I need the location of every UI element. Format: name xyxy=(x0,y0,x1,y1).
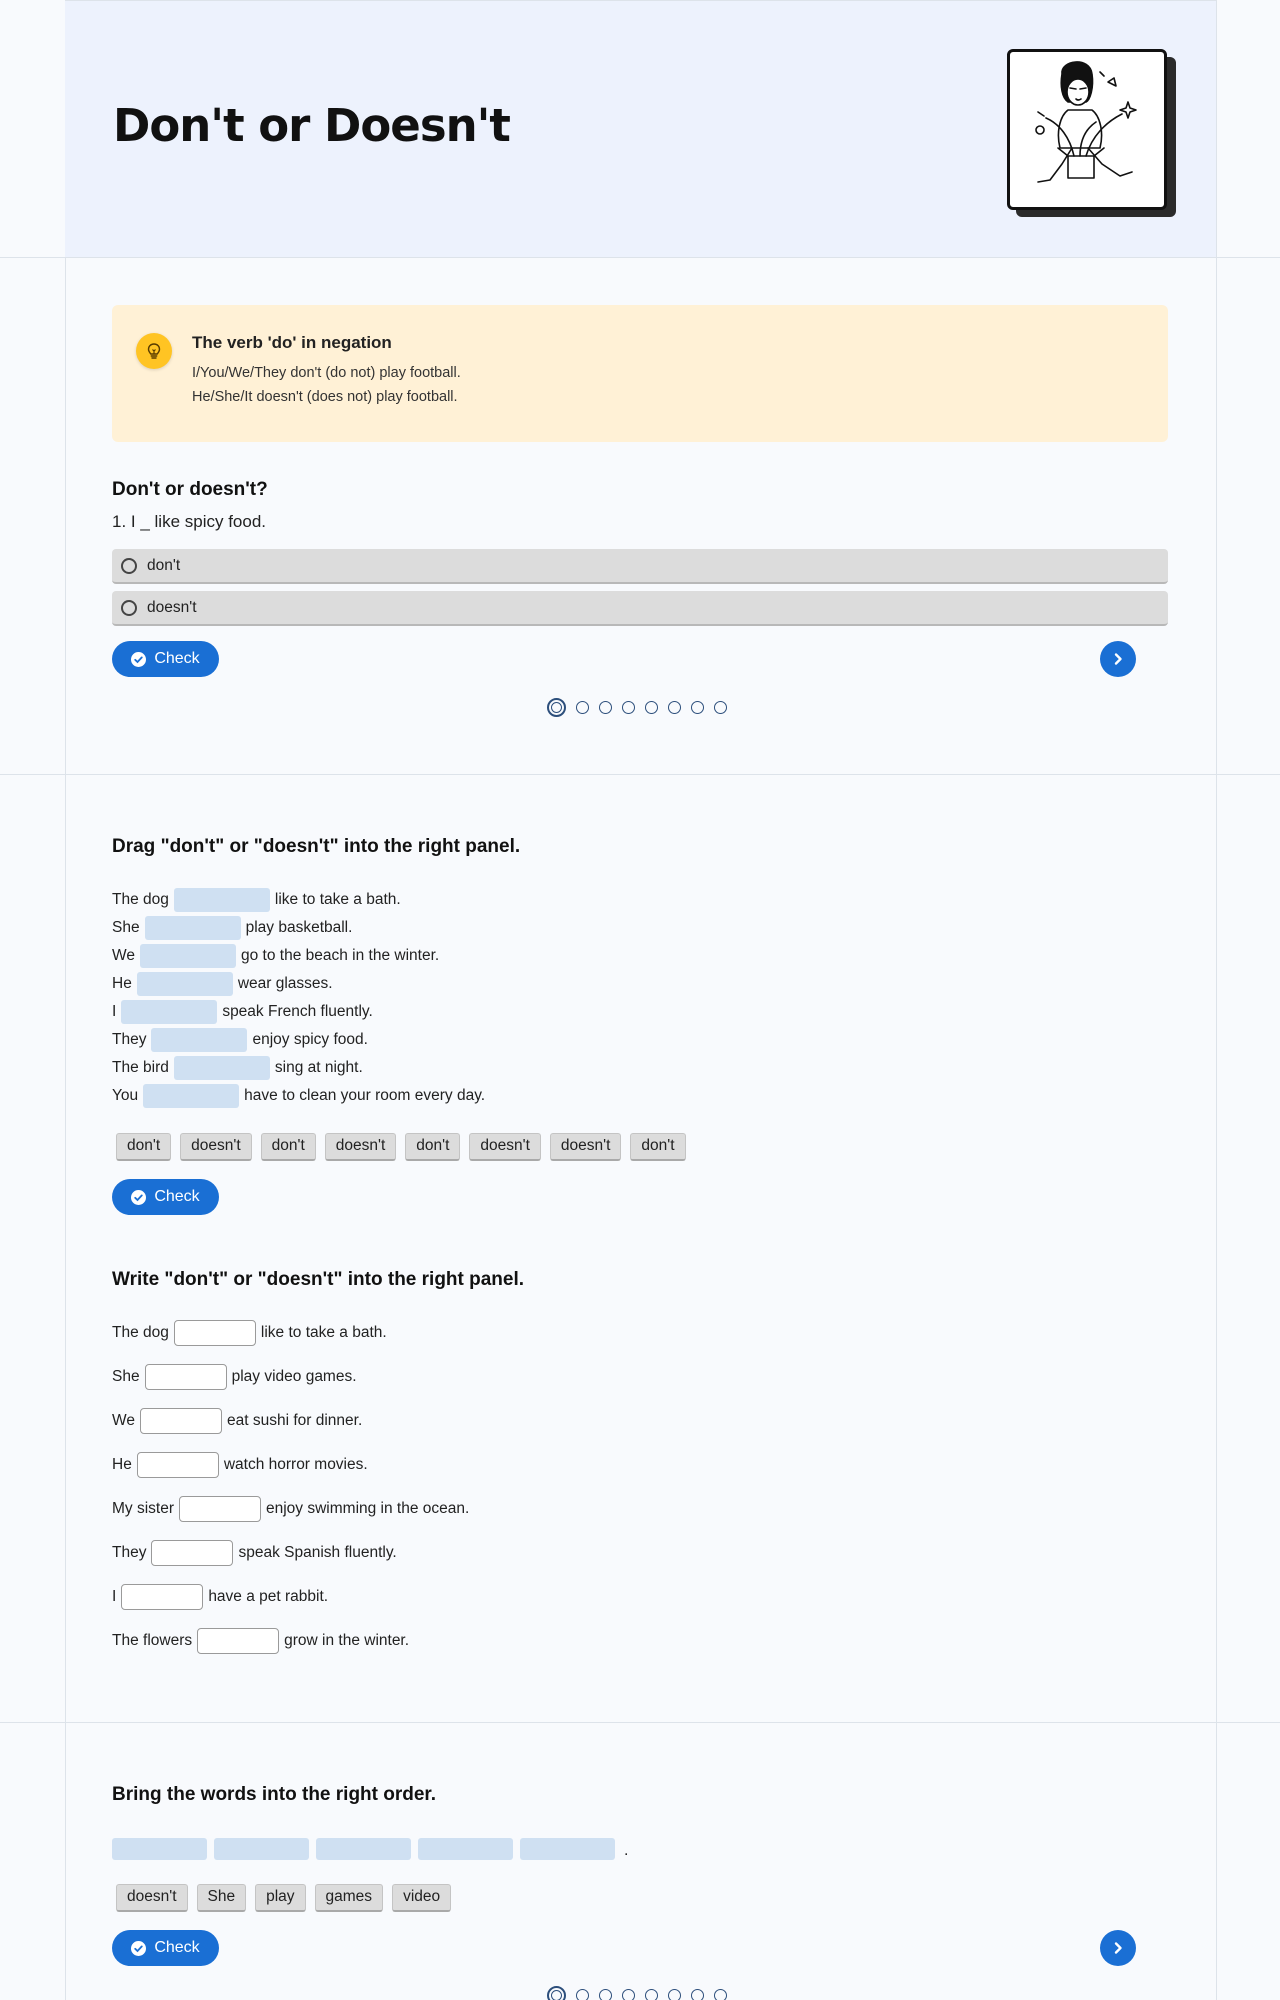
option-label: don't xyxy=(147,556,181,574)
sentence-subject: She xyxy=(112,919,140,936)
end-punctuation: . xyxy=(624,1842,629,1859)
sentence-rest: enjoy spicy food. xyxy=(252,1031,368,1048)
answer-option[interactable] xyxy=(112,549,1168,584)
check-button[interactable] xyxy=(112,1179,219,1215)
sentence-subject: I xyxy=(112,1588,117,1605)
order-drop-slot[interactable] xyxy=(214,1838,309,1860)
check-button-label: Check xyxy=(154,1939,200,1956)
drop-slot[interactable] xyxy=(174,888,270,912)
sentence-rest: watch horror movies. xyxy=(223,1456,368,1473)
word-chip[interactable]: don't xyxy=(630,1133,685,1161)
lightbulb-icon xyxy=(136,333,172,369)
check-button-label: Check xyxy=(154,650,200,667)
drop-slot[interactable] xyxy=(140,944,236,968)
sentence-subject: We xyxy=(112,1412,135,1429)
pagination-dot[interactable] xyxy=(599,1989,612,2000)
sentence-rest: grow in the winter. xyxy=(284,1632,410,1649)
sentence-rest: like to take a bath. xyxy=(260,1324,387,1341)
word-chip[interactable]: doesn't xyxy=(550,1133,622,1161)
sentence-subject: We xyxy=(112,947,135,964)
sentence-row xyxy=(112,888,401,912)
word-chip[interactable]: She xyxy=(197,1884,247,1912)
pagination-dot-active[interactable] xyxy=(547,1986,566,2000)
order-drop-slot[interactable] xyxy=(520,1838,615,1860)
answer-input[interactable] xyxy=(121,1584,203,1610)
answer-input[interactable] xyxy=(151,1540,233,1566)
quiz-pagination xyxy=(547,698,727,717)
sentence-row xyxy=(112,1364,357,1390)
sentence-rest: speak Spanish fluently. xyxy=(238,1544,397,1561)
girl-opening-box-illustration xyxy=(1010,52,1164,207)
order-exercise-title: Bring the words into the right order. xyxy=(112,1784,437,1805)
answer-input[interactable] xyxy=(140,1408,222,1434)
quiz-title: Don't or doesn't? xyxy=(112,479,268,500)
drag-exercise-title: Drag "don't" or "doesn't" into the right panel. xyxy=(112,836,521,857)
sentence-row xyxy=(112,972,333,996)
drop-slot[interactable] xyxy=(121,1000,217,1024)
check-circle-icon xyxy=(131,1190,146,1205)
sentence-subject: The bird xyxy=(112,1059,169,1076)
order-pagination xyxy=(547,1986,727,2000)
order-drop-slot[interactable] xyxy=(418,1838,513,1860)
sentence-row xyxy=(112,1628,409,1654)
word-chip-bank xyxy=(116,1133,686,1161)
word-chip[interactable]: doesn't xyxy=(469,1133,541,1161)
hero-illustration xyxy=(1007,49,1167,210)
pagination-dot[interactable] xyxy=(599,701,612,714)
page-border-left xyxy=(65,0,66,2000)
check-circle-icon xyxy=(131,1941,146,1956)
tip-line: He/She/It doesn't (does not) play football. xyxy=(192,389,458,405)
sentence-row xyxy=(112,1584,328,1610)
drop-slot[interactable] xyxy=(137,972,233,996)
sentence-rest: have a pet rabbit. xyxy=(208,1588,329,1605)
pagination-dot[interactable] xyxy=(691,1989,704,2000)
pagination-dot[interactable] xyxy=(576,1989,589,2000)
word-chip[interactable]: play xyxy=(255,1884,305,1912)
sentence-rest: wear glasses. xyxy=(237,975,333,992)
order-drop-slots xyxy=(112,1838,628,1860)
sentence-subject: My sister xyxy=(112,1500,174,1517)
sentence-subject: The flowers xyxy=(112,1632,193,1649)
radio-button[interactable] xyxy=(121,600,137,616)
pagination-dot[interactable] xyxy=(645,701,658,714)
quiz-question: 1. I _ like spicy food. xyxy=(112,512,267,531)
sentence-subject: He xyxy=(112,1456,132,1473)
pagination-dot[interactable] xyxy=(576,701,589,714)
sentence-rest: speak French fluently. xyxy=(222,1003,373,1020)
sentence-rest: go to the beach in the winter. xyxy=(240,947,440,964)
answer-input[interactable] xyxy=(197,1628,279,1654)
sentence-subject: You xyxy=(112,1087,139,1104)
chevron-right-icon xyxy=(1111,652,1125,666)
sentence-row xyxy=(112,1056,363,1080)
section-divider xyxy=(0,1722,1280,1723)
sentence-rest: enjoy swimming in the ocean. xyxy=(266,1500,470,1517)
section-divider xyxy=(0,774,1280,775)
order-drop-slot[interactable] xyxy=(316,1838,411,1860)
word-chip[interactable]: don't xyxy=(261,1133,316,1161)
drop-slot[interactable] xyxy=(174,1056,270,1080)
pagination-dot[interactable] xyxy=(714,1989,727,2000)
pagination-dot[interactable] xyxy=(645,1989,658,2000)
word-chip[interactable]: games xyxy=(315,1884,384,1912)
radio-button[interactable] xyxy=(121,558,137,574)
word-chip[interactable]: doesn't xyxy=(180,1133,252,1161)
check-button[interactable] xyxy=(112,641,219,677)
sentence-subject: The dog xyxy=(112,1324,169,1341)
sentence-rest: sing at night. xyxy=(274,1059,363,1076)
sentence-row xyxy=(112,1496,469,1522)
sentence-rest: play video games. xyxy=(231,1368,357,1385)
pagination-dot[interactable] xyxy=(714,701,727,714)
tip-line: I/You/We/They don't (do not) play football. xyxy=(192,365,461,381)
page-title: Don't or Doesn't xyxy=(113,99,510,152)
word-chip[interactable]: doesn't xyxy=(325,1133,397,1161)
drop-slot[interactable] xyxy=(145,916,241,940)
sentence-row xyxy=(112,1000,373,1024)
pagination-dot[interactable] xyxy=(668,1989,681,2000)
word-chip[interactable]: don't xyxy=(405,1133,460,1161)
check-circle-icon xyxy=(131,652,146,667)
sentence-rest: like to take a bath. xyxy=(274,891,401,908)
hero-banner xyxy=(65,0,1216,257)
pagination-dot-active[interactable] xyxy=(547,698,566,717)
answer-option[interactable] xyxy=(112,591,1168,626)
word-chip[interactable]: don't xyxy=(116,1133,171,1161)
check-button[interactable] xyxy=(112,1930,219,1966)
pagination-dot[interactable] xyxy=(668,701,681,714)
sentence-subject: I xyxy=(112,1003,117,1020)
answer-input[interactable] xyxy=(174,1320,256,1346)
section-divider xyxy=(0,257,1280,258)
sentence-subject: They xyxy=(112,1031,147,1048)
word-chip[interactable]: doesn't xyxy=(116,1884,188,1912)
check-button-label: Check xyxy=(154,1188,200,1205)
sentence-row xyxy=(112,1452,368,1478)
sentence-rest: eat sushi for dinner. xyxy=(226,1412,363,1429)
sentence-row xyxy=(112,1540,397,1566)
sentence-row xyxy=(112,1320,387,1346)
word-chip[interactable]: video xyxy=(392,1884,451,1912)
sentence-subject: The dog xyxy=(112,891,169,908)
answer-input[interactable] xyxy=(145,1364,227,1390)
sentence-row xyxy=(112,1028,368,1052)
page-border-right xyxy=(1216,0,1217,2000)
drop-slot[interactable] xyxy=(151,1028,247,1052)
sentence-row xyxy=(112,944,439,968)
sentence-subject: She xyxy=(112,1368,140,1385)
drop-slot[interactable] xyxy=(143,1084,239,1108)
order-drop-slot[interactable] xyxy=(112,1838,207,1860)
write-exercise-title: Write "don't" or "doesn't" into the right panel. xyxy=(112,1269,525,1290)
sentence-row xyxy=(112,1408,362,1434)
tip-title: The verb 'do' in negation xyxy=(192,333,392,352)
pagination-dot[interactable] xyxy=(691,701,704,714)
grammar-tip-box xyxy=(112,305,1168,442)
option-label: doesn't xyxy=(147,598,197,616)
sentence-subject: He xyxy=(112,975,132,992)
order-word-bank xyxy=(116,1884,451,1912)
sentence-rest: play basketball. xyxy=(245,919,353,936)
sentence-row xyxy=(112,1084,485,1108)
pagination-dot[interactable] xyxy=(622,1989,635,2000)
answer-input[interactable] xyxy=(179,1496,261,1522)
sentence-subject: They xyxy=(112,1544,147,1561)
answer-input[interactable] xyxy=(137,1452,219,1478)
next-button[interactable] xyxy=(1100,641,1136,677)
pagination-dot[interactable] xyxy=(622,701,635,714)
next-button[interactable] xyxy=(1100,1930,1136,1966)
sentence-row xyxy=(112,916,352,940)
sentence-rest: have to clean your room every day. xyxy=(244,1087,486,1104)
chevron-right-icon xyxy=(1111,1941,1125,1955)
